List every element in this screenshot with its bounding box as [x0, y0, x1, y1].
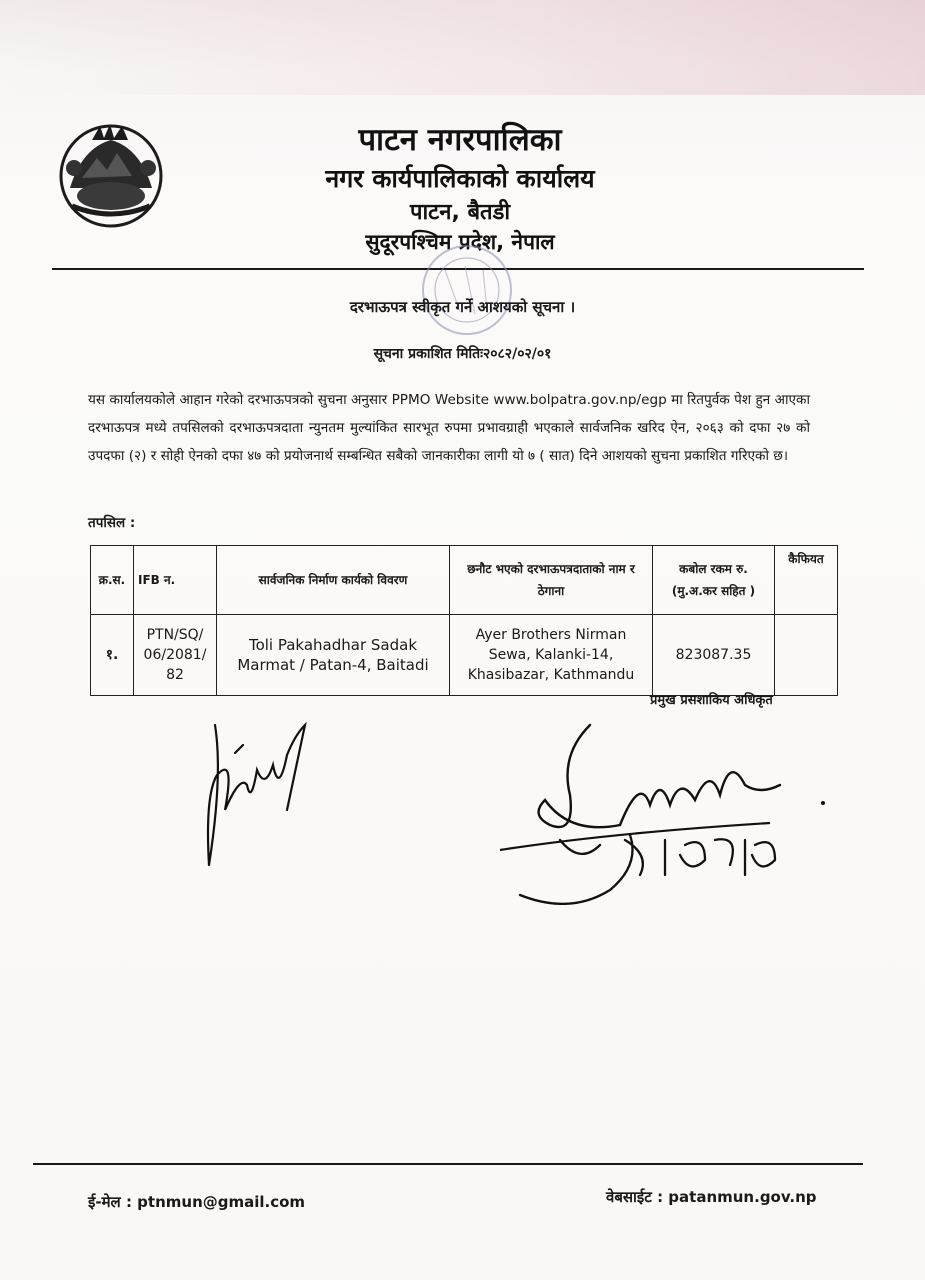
left-signature: [195, 715, 330, 875]
cell-ifb: PTN/SQ/ 06/2081/ 82: [134, 615, 217, 696]
cell-amount: 823087.35: [653, 615, 775, 696]
cell-bidder: Ayer Brothers Nirman Sewa, Kalanki-14, Khasibazar, Kathmandu: [450, 615, 653, 696]
office-title: नगर कार्यपालिकाको कार्यालय: [325, 164, 595, 193]
office-location: पाटन, बैतडी: [409, 200, 511, 225]
official-title: प्रमुख प्रसशाकिय अधिकृत: [650, 693, 773, 708]
cell-work: Toli Pakahadhar Sadak Marmat / Patan-4, Baitadi: [217, 615, 450, 696]
bid-table: [90, 545, 838, 696]
footer-email: ई-मेल : ptnmun@gmail.com: [88, 1193, 306, 1211]
col-sn: क्र.स.: [91, 546, 134, 615]
right-signature: [490, 715, 840, 905]
footer-divider: [33, 1163, 863, 1165]
col-amount: कबोल रकम रु. (मु.अ.कर सहित ): [653, 546, 775, 615]
cell-remarks: [775, 615, 838, 696]
province-name: सुदूरपश्चिम प्रदेश, नेपाल: [365, 230, 555, 254]
col-bidder: छनौट भएको दरभाऊपत्रदाताको नाम र ठेगाना: [450, 546, 653, 615]
table-row: [91, 615, 838, 696]
cell-sn: १.: [91, 615, 134, 696]
municipality-title: पाटन नगरपालिका: [358, 122, 562, 158]
scan-tint: [0, 0, 925, 95]
office-stamp: [405, 240, 530, 340]
table-header-row: [91, 546, 838, 615]
published-date: सूचना प्रकाशित मितिः२०८२/०२/०१: [373, 346, 552, 362]
details-label: तपसिल :: [88, 515, 136, 531]
col-ifb: IFB न.: [134, 546, 217, 615]
col-remarks: कैफियत: [775, 546, 838, 615]
nepal-emblem-icon: [52, 118, 170, 228]
notice-body: यस कार्यालयकोले आहान गरेको दरभाऊपत्रको सुचना अनुसार PPMO Website www.bolpatra.gov.np/egp मा रितपुर्वक पेश हुन आएका दरभाऊपत्र मध्ये तपसिलको दरभाऊपत्रदाता न्युनतम मुल्यांकित सारभूत रुपमा प्रभावग्राही भएकाले सार्वजनिक खरिद ऐन, २०६३ को दफा २७ को उपदफा (२) र सोही ऐनको दफा ४७ को प्रयोजनार्थ सम्बन्धित सबैको जानकारीका लागी यो ७ ( सात) दिने आशयको सुचना प्रकाशित गरिएको छ।: [88, 392, 810, 464]
footer-website: वेबसाईट : patanmun.gov.np: [606, 1188, 817, 1206]
notice-subject: दरभाऊपत्र स्वीकृत गर्ने आशयको सूचना ।: [349, 298, 576, 316]
col-work: सार्वजनिक निर्माण कार्यको विवरण: [217, 546, 450, 615]
